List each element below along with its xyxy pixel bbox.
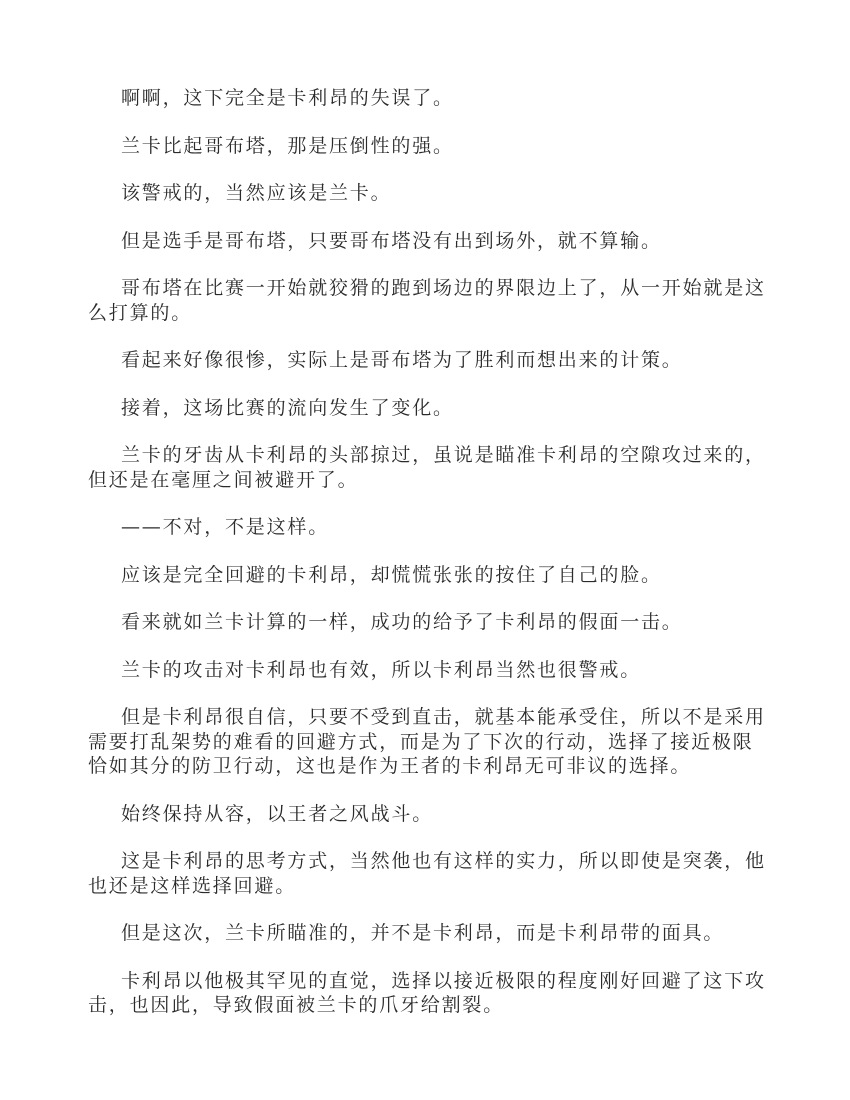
paragraph: 但是这次，兰卡所瞄准的，并不是卡利昂，而是卡利昂带的面具。 [121,922,725,944]
paragraph: 这是卡利昂的思考方式，当然他也有这样的实力，所以即使是突袭，他也还是这样选择回避。 [88,850,766,897]
paragraph: 兰卡比起哥布塔，那是压倒性的强。 [121,134,454,157]
paragraph: 应该是完全回避的卡利昂，却慌慌张张的按住了自己的脸。 [121,563,662,586]
paragraph: 兰卡的牙齿从卡利昂的头部掠过，虽说是瞄准卡利昂的空隙攻过来的，但还是在毫厘之间被避开了。 [88,444,766,491]
paragraph: 该警戒的，当然应该是兰卡。 [121,182,392,204]
paragraph: 兰卡的攻击对卡利昂也有效，所以卡利昂当然也很警戒。 [121,658,642,681]
paragraph: 但是选手是哥布塔，只要哥布塔没有出到场外，就不算输。 [121,229,662,252]
paragraph: 看起来好像很惨，实际上是哥布塔为了胜利而想出来的计策。 [121,349,683,371]
paragraph: 始终保持从容，以王者之风战斗。 [121,802,434,825]
paragraph: 哥布塔在比赛一开始就狡猾的跑到场边的界限边上了，从一开始就是这么打算的。 [88,277,766,324]
paragraph: 但是卡利昂很自信，只要不受到直击，就基本能承受住，所以不是采用需要打乱架势的难看的回避方式，而是为了下次的行动，选择了接近极限恰如其分的防卫行动，这也是作为王者的卡利昂无可非议的选择。 [88,706,766,777]
paragraph: ——不对，不是这样。 [121,516,330,538]
paragraph: 看来就如兰卡计算的一样，成功的给予了卡利昂的假面一击。 [121,611,683,633]
paragraph: 啊啊，这下完全是卡利昂的失误了。 [121,87,454,109]
paragraph: 卡利昂以他极其罕见的直觉，选择以接近极限的程度刚好回避了这下攻击，也因此，导致假面被兰卡的爪牙给割裂。 [88,969,766,1016]
paragraph: 接着，这场比赛的流向发生了变化。 [121,396,454,419]
